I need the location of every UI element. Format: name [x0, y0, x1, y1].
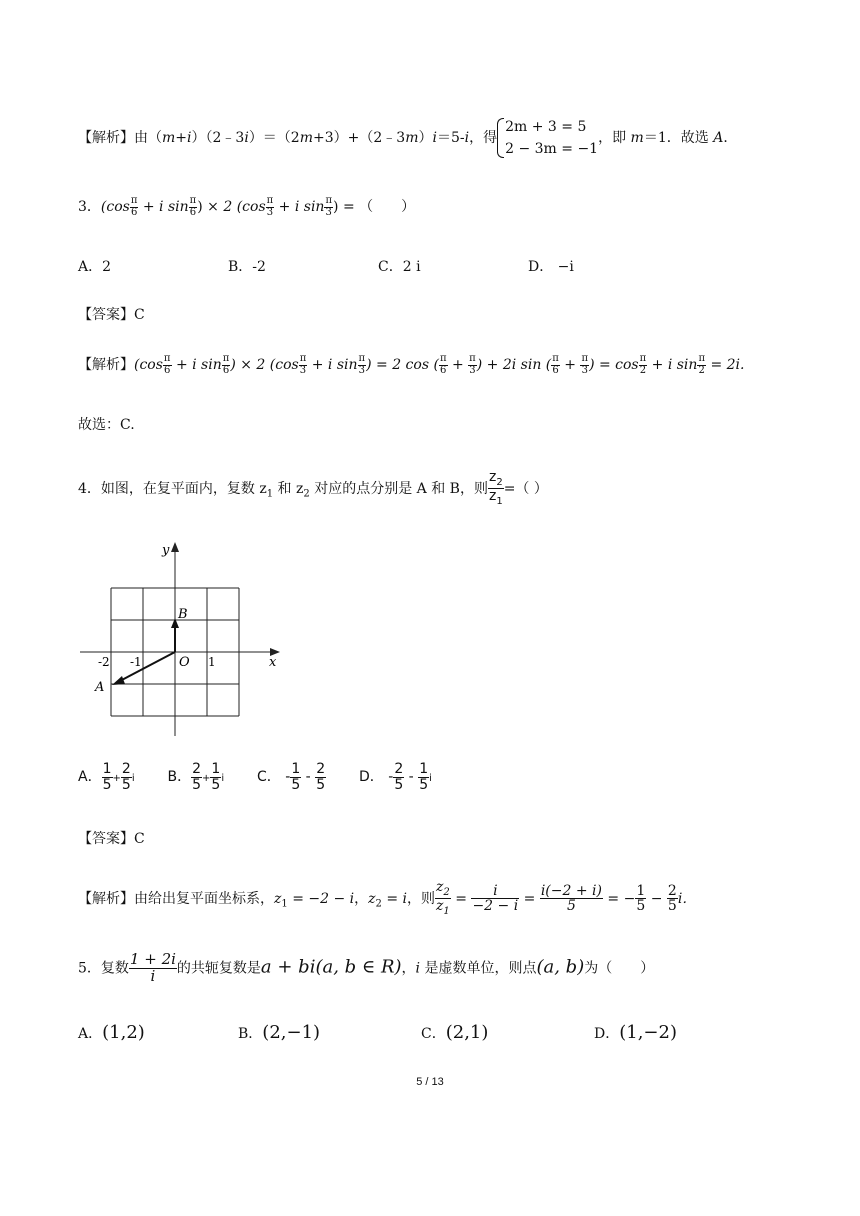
question-5: 5．复数 $\frac{1 + 2i}{i}$ 的共轭复数是a + bi(a, b ∈ R)，i 是虚数单位，则点(a, b)为（ ）	[78, 950, 655, 985]
q5-option-a: A．(1,2)	[78, 1022, 145, 1043]
question-4: 4．如图，在复平面内，复数 $z_1$ 和 $z_2$ 对应的点分别是 A 和 B，则 $\frac{z_2}{z_1}$ =（ ）	[78, 469, 548, 508]
tick-minus-1: -1	[130, 655, 142, 669]
tick-1: 1	[208, 655, 216, 669]
analysis-label: 【解析】	[78, 130, 134, 146]
q3-option-a: A．2	[78, 259, 112, 275]
q3-answer: 【答案】C	[78, 307, 145, 323]
question-3: 3．(cos $\frac{\pi}{6}$ + i sin $\frac{\pi}{6}$ ) × 2 (cos $\frac{\pi}{3}$ + i sin $\frac{\pi}{3}$ ) = （ ）	[78, 195, 416, 218]
q5-option-c: C．(2,1)	[421, 1022, 489, 1043]
equation-system: 2m + 3 = 5 2 − 3m = −1	[497, 116, 598, 160]
complex-plane-figure	[76, 540, 286, 740]
q4-options: A． $\frac{1}{5}$ + $\frac{2}{5}$ i B． $\frac{2}{5}$ + $\frac{1}{5}$ i C． - $\frac{1}{5}$ - $\frac{2}{5}$ D． - $\frac{2}{5}$ - $\frac{1}{5}$ i	[78, 761, 432, 793]
q5-option-b: B．(2,−1)	[238, 1022, 321, 1043]
q4-analysis: 【解析】由给出复平面坐标系，$z_1 = -2 - i$，$z_2 = i$，则 $\frac{z_2}{z_1}$ = $\frac{i}{-2 - i}$ = $\frac{i(-2 + i)}{5}$ = − $\frac{1}{5}$ − $\frac{2}{5}$ i．	[78, 879, 697, 918]
q5-option-d: D．(1,−2)	[594, 1022, 677, 1043]
origin-label: O	[179, 655, 190, 670]
tick-minus-2: -2	[98, 655, 110, 669]
q3-option-b: B．-2	[228, 259, 266, 275]
axis-x-label: x	[269, 655, 277, 670]
page-number: 5 / 13	[416, 1076, 444, 1088]
axis-y-label: y	[162, 543, 170, 558]
q3-analysis: 【解析】(cos $\frac{\pi}{6}$ + i sin $\frac{\pi}{6}$ ) × 2 (cos $\frac{\pi}{3}$ + i sin $\frac{\pi}{3}$ ) = 2 cos ( $\frac{\pi}{6}$ + $\frac{\pi}{3}$ ) + 2i sin ( $\frac{\pi}{6}$ + $\frac{\pi}{3}$ ) = cos $\frac{\pi}{2}$ + i sin $\frac{\pi}{2}$ = 2i.	[78, 353, 745, 376]
q4-answer: 【答案】C	[78, 831, 145, 847]
q3-option-d: D． −i	[528, 259, 574, 275]
analysis-q2: 【解析】由（m+i）（2﹣3i）＝（2m+3）+（2﹣3m）i＝5-i，得 2m + 3 = 5 2 − 3m = −1 ，即 m＝1．故选 A．	[78, 116, 737, 160]
q3-final: 故选：C.	[78, 417, 135, 433]
q3-option-c: C．2 i	[378, 259, 421, 275]
point-a-label: A	[95, 680, 105, 695]
point-b-label: B	[178, 607, 188, 622]
